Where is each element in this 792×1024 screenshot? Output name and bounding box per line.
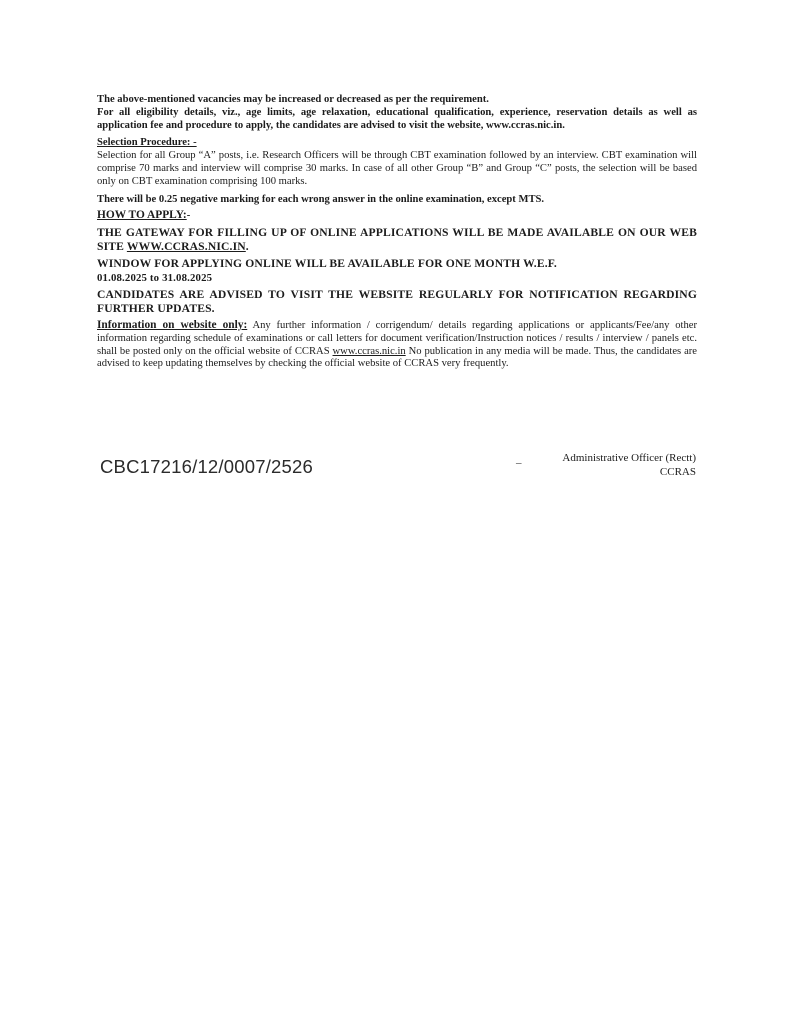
vacancy-note: The above-mentioned vacancies may be increased or decreased as per the requirement. (97, 94, 489, 105)
gateway-notice (97, 226, 697, 254)
official-website-link[interactable]: www.ccras.nic.in (332, 345, 406, 357)
how-to-apply-suffix: - (186, 210, 191, 222)
reference-code: CBC17216/12/0007/2526 (100, 456, 314, 477)
how-to-apply-heading: HOW TO APPLY: (97, 209, 187, 222)
selection-procedure-heading: Selection Procedure: - (97, 137, 197, 149)
gateway-text: THE GATEWAY FOR FILLING UP OF ONLINE APPLICATIONS WILL BE MADE AVAILABLE ON OUR WEB SITE (97, 226, 697, 253)
notice-body (97, 94, 697, 371)
selection-procedure-text: Selection for all Group “A” posts, i.e. Research Officers will be through CBT examination followed by an interview. CBT examination will comprise 70 marks and interview will comprise 30 marks. In case of all other Group “B” and Group “C” posts, the selection will be based only on CBT examination comprising 100 marks. (97, 150, 697, 187)
signatory-org: CCRAS (659, 465, 696, 478)
gateway-website-link[interactable]: WWW.CCRAS.NIC.IN (126, 239, 246, 253)
signatory-title: Administrative Officer (Rectt) (562, 452, 696, 464)
information-section (97, 319, 697, 371)
information-text-a: Any further information / corrigendum/ details regarding applications or applicants/Fee/any other information regarding schedule of examinations or call letters for document verification/Instruction notices / results / interview / panels etc. shall be posted only on the official website of CCRAS (97, 319, 697, 357)
application-window-notice (97, 257, 697, 286)
information-text-b: No publication in any media will be made. Thus, the candidates are advised to keep updating themselves by checking the official website of CCRAS very frequently. (97, 345, 698, 370)
candidates-advice: CANDIDATES ARE ADVISED TO VISIT THE WEBSITE REGULARLY FOR NOTIFICATION REGARDING FURTHER UPDATES. (97, 288, 697, 316)
selection-procedure-section (97, 137, 697, 150)
signature-block (508, 452, 696, 479)
gateway-end: . (245, 239, 249, 253)
negative-marking-note: There will be 0.25 negative marking for each wrong answer in the online examination, except MTS. (97, 193, 545, 205)
window-text: WINDOW FOR APPLYING ONLINE WILL BE AVAILABLE FOR ONE MONTH W.E.F. (97, 256, 557, 270)
window-dates: 01.08.2025 to 31.08.2025 (97, 271, 213, 284)
eligibility-note: For all eligibility details, viz., age limits, age relaxation, educational qualification, experience, reservation details as well as application fee and procedure to apply, the candidates are advised to visit the website, www.ccras.nic.in. (97, 106, 697, 131)
how-to-apply-section (97, 209, 697, 223)
signature-dash: _ (516, 453, 522, 465)
information-heading: Information on website only: (97, 318, 248, 331)
